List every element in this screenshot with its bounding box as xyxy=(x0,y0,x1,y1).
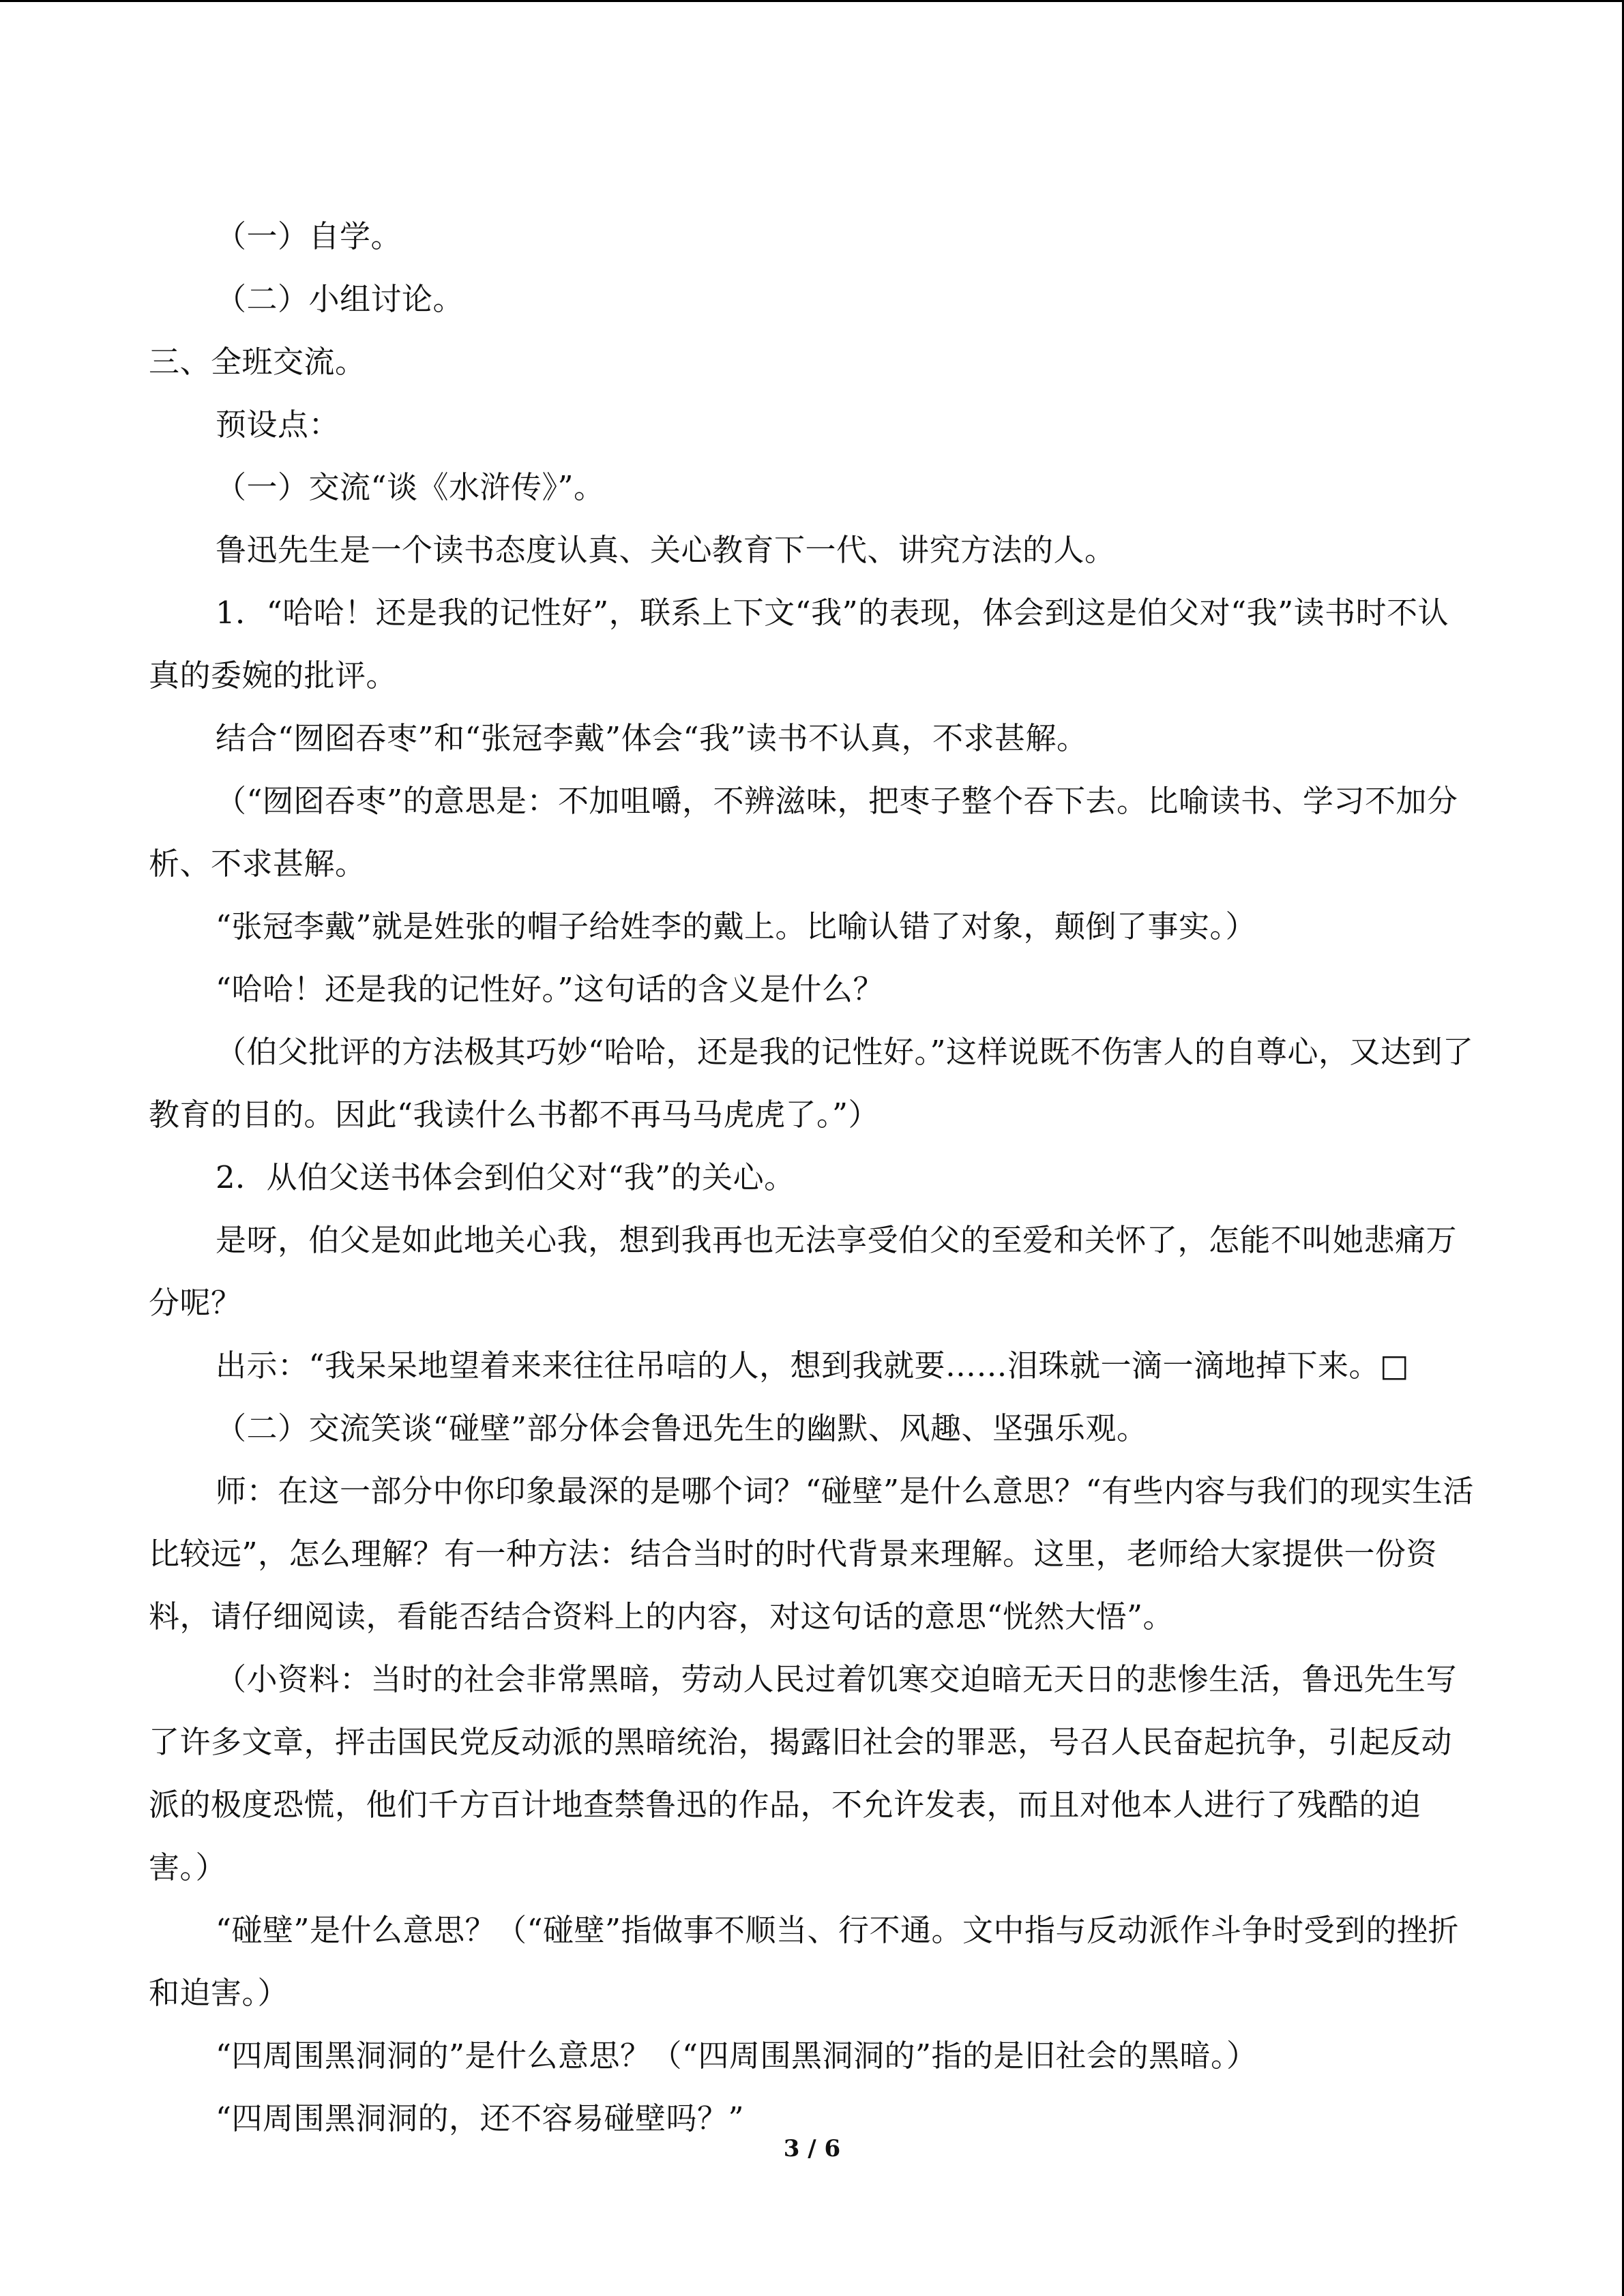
paragraph: 是呀，伯父是如此地关心我，想到我再也无法享受伯父的至爱和关怀了，怎能不叫她悲痛万分呢？ xyxy=(149,1222,1458,1321)
paragraph: （一）交流“谈《水浒传》”。 xyxy=(216,469,605,505)
document-body xyxy=(149,205,1476,2150)
paragraph: （“囫囵吞枣”的意思是：不加咀嚼，不辨滋味，把枣子整个吞下去。比喻读书、学习不加分析、不求甚解。 xyxy=(149,783,1458,882)
paragraph: 出示：“我呆呆地望着来来往往吊唁的人，想到我就要……泪珠就一滴一滴地掉下来。□ xyxy=(216,1347,1410,1384)
paragraph: “哈哈！还是我的记性好。”这句话的含义是什么？ xyxy=(216,971,885,1007)
paragraph: （一）自学。 xyxy=(216,218,402,254)
paragraph: （伯父批评的方法极其巧妙“哈哈，还是我的记性好。”这样说既不伤害人的自尊心，又达到了教育的目的。因此“我读什么书都不再马马虎虎了。”） xyxy=(149,1034,1474,1133)
paragraph: “碰壁”是什么意思？（“碰壁”指做事不顺当、行不通。文中指与反动派作斗争时受到的挫折和迫害。） xyxy=(149,1912,1460,2011)
paragraph: 结合“囫囵吞枣”和“张冠李戴”体会“我”读书不认真，不求甚解。 xyxy=(216,720,1088,756)
paragraph: 1．“哈哈！还是我的记性好”，联系上下文“我”的表现，体会到这是伯父对“我”读书时不认真的委婉的批评。 xyxy=(149,595,1449,694)
paragraph: （二）小组讨论。 xyxy=(216,281,464,317)
page-number: 3 / 6 xyxy=(783,2135,841,2162)
paragraph: 预设点： xyxy=(216,406,340,443)
section-heading: 三、全班交流。 xyxy=(149,344,366,380)
paragraph: 师：在这一部分中你印象最深的是哪个词？“碰壁”是什么意思？“有些内容与我们的现实生活比较远”，怎么理解？有一种方法：结合当时的时代背景来理解。这里，老师给大家提供一份资料，请仔细阅读，看能否结合资料上的内容，对这句话的意思“恍然大悟”。 xyxy=(149,1473,1475,1635)
paragraph: “四周围黑洞洞的”是什么意思？（“四周围黑洞洞的”指的是旧社会的黑暗。） xyxy=(216,2038,1258,2074)
paragraph: （小资料：当时的社会非常黑暗，劳动人民过着饥寒交迫暗无天日的悲惨生活，鲁迅先生写了许多文章，抨击国民党反动派的黑暗统治，揭露旧社会的罪恶，号召人民奋起抗争，引起反动派的极度恐慌，他们千方百计地查禁鲁迅的作品，不允许发表，而且对他本人进行了残酷的迫害。） xyxy=(149,1661,1458,1885)
paragraph: “张冠李戴”就是姓张的帽子给姓李的戴上。比喻认错了对象，颠倒了事实。） xyxy=(216,908,1257,944)
paragraph: “四周围黑洞洞的，还不容易碰壁吗？” xyxy=(216,2100,745,2136)
paragraph: （二）交流笑谈“碰壁”部分体会鲁迅先生的幽默、风趣、坚强乐观。 xyxy=(216,1410,1148,1446)
paragraph: 2．从伯父送书体会到伯父对“我”的关心。 xyxy=(216,1159,795,1195)
paragraph: 鲁迅先生是一个读书态度认真、关心教育下一代、讲究方法的人。 xyxy=(216,532,1116,568)
